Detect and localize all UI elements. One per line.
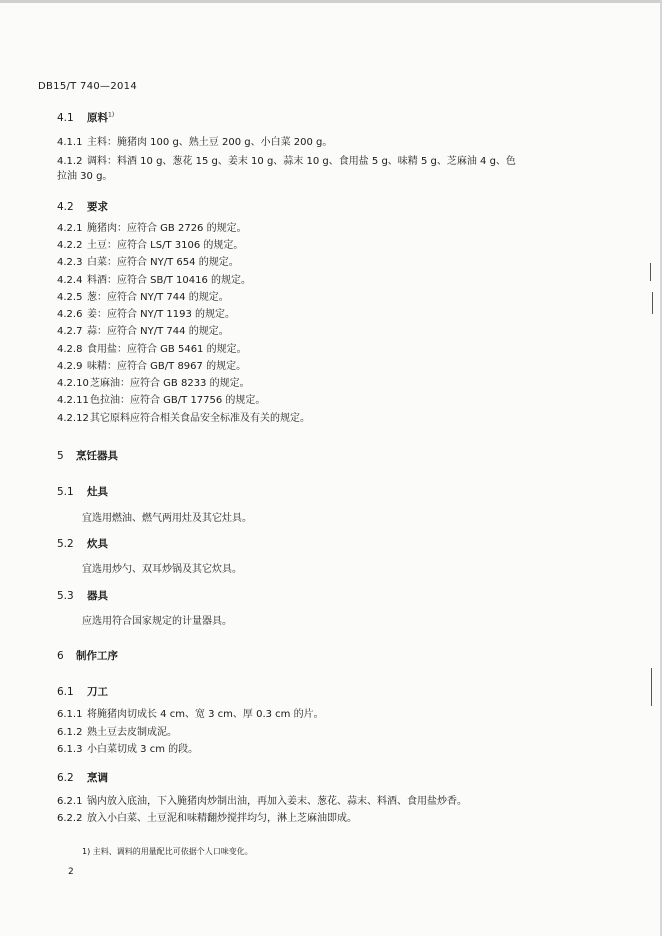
clause-number: 4.2.3 xyxy=(57,257,83,268)
requirement-item xyxy=(57,394,265,408)
clause-number: 6.1.2 xyxy=(57,727,83,738)
clause-text: 熟土豆去皮制成泥。 xyxy=(87,727,177,738)
section-title: 灶具 xyxy=(87,486,108,498)
clause-number: 4.2.6 xyxy=(57,309,83,320)
footnote: 1) 主料、调料的用量配比可依据个人口味变化。 xyxy=(82,847,253,856)
clause-text: 主料：腌猪肉 100 g、熟土豆 200 g、小白菜 200 g。 xyxy=(87,137,333,148)
requirement-item xyxy=(57,343,247,357)
section-number: 6.1 xyxy=(57,686,74,698)
page-number: 2 xyxy=(68,867,74,877)
clause-text: 腌猪肉：应符合 GB 2726 的规定。 xyxy=(87,223,247,234)
section-6-2-heading xyxy=(57,770,108,785)
margin-pencil-mark xyxy=(652,292,653,314)
clause-text: 调料：料酒 10 g、葱花 15 g、姜末 10 g、蒜末 10 g、食用盐 5 g、味精 5 g、芝麻油 4 g、色 xyxy=(87,156,516,167)
requirement-item xyxy=(57,256,239,270)
section-number: 5.3 xyxy=(57,590,74,602)
clause-text: 味精：应符合 GB/T 8967 的规定。 xyxy=(87,361,247,372)
clause-number: 6.2.1 xyxy=(57,796,83,807)
section-4-1-heading xyxy=(57,110,114,125)
section-title: 炊具 xyxy=(87,538,108,550)
section-number: 5.1 xyxy=(57,486,74,498)
clause-number: 6.2.2 xyxy=(57,813,83,824)
section-title: 器具 xyxy=(87,590,108,602)
clause-text: 白菜：应符合 NY/T 654 的规定。 xyxy=(87,257,239,268)
clause-number: 4.1.2 xyxy=(57,156,83,167)
requirement-item xyxy=(57,222,247,236)
clause-number: 4.2.9 xyxy=(57,361,83,372)
section-title: 原料 xyxy=(87,112,108,124)
section-5-3-text: 应选用符合国家规定的计量器具。 xyxy=(82,616,232,627)
requirement-item xyxy=(57,239,243,253)
section-number: 6.2 xyxy=(57,772,74,784)
clause-4-1-1 xyxy=(57,136,332,150)
clause-text: 小白菜切成 3 cm 的段。 xyxy=(87,744,199,755)
requirement-item xyxy=(57,412,310,426)
clause-text: 将腌猪肉切成长 4 cm、宽 3 cm、厚 0.3 cm 的片。 xyxy=(87,709,324,720)
section-4-2-heading xyxy=(57,199,108,214)
clause-number: 4.2.7 xyxy=(57,326,83,337)
clause-4-1-2-continuation: 拉油 30 g。 xyxy=(57,171,113,182)
section-number: 4.2 xyxy=(57,201,74,213)
clause-text: 葱：应符合 NY/T 744 的规定。 xyxy=(87,292,229,303)
clause-text: 食用盐：应符合 GB 5461 的规定。 xyxy=(87,344,247,355)
clause-number: 4.2.1 xyxy=(57,223,83,234)
section-5-2-heading xyxy=(57,536,108,551)
requirement-item xyxy=(57,325,229,339)
scan-edge-top xyxy=(0,0,662,3)
section-5-1-heading xyxy=(57,484,108,499)
requirement-item xyxy=(57,291,229,305)
clause-text: 色拉油：应符合 GB/T 17756 的规定。 xyxy=(90,395,266,406)
clause-number: 4.1.1 xyxy=(57,137,83,148)
clause-number: 4.2.8 xyxy=(57,344,83,355)
section-title: 烹饪器具 xyxy=(76,450,118,462)
clause-text: 其它原料应符合相关食品安全标准及有关的规定。 xyxy=(90,413,310,424)
section-title: 要求 xyxy=(87,201,108,213)
clause-number: 4.2.10 xyxy=(57,378,89,389)
margin-pencil-mark xyxy=(651,668,652,706)
clause-text: 锅内放入底油，下入腌猪肉炒制出油，再加入姜末、葱花、蒜末、料酒、食用盐炒香。 xyxy=(87,796,467,807)
document-id: DB15/T 740—2014 xyxy=(38,81,137,92)
section-6-1-heading xyxy=(57,684,108,699)
section-number: 5.2 xyxy=(57,538,74,550)
requirement-item xyxy=(57,308,235,322)
clause-text: 土豆：应符合 LS/T 3106 的规定。 xyxy=(87,240,244,251)
requirement-item xyxy=(57,360,246,374)
clause-6-1-3 xyxy=(57,743,198,757)
clause-number: 4.2.4 xyxy=(57,275,83,286)
margin-pencil-mark xyxy=(650,263,651,281)
section-6-heading xyxy=(57,648,118,663)
clause-text: 姜：应符合 NY/T 1193 的规定。 xyxy=(87,309,236,320)
clause-number: 4.2.11 xyxy=(57,395,89,406)
section-5-2-text: 宜选用炒勺、双耳炒锅及其它炊具。 xyxy=(82,564,242,575)
clause-6-2-1 xyxy=(57,795,467,809)
clause-text: 蒜：应符合 NY/T 744 的规定。 xyxy=(87,326,229,337)
clause-text: 芝麻油：应符合 GB 8233 的规定。 xyxy=(90,378,250,389)
clause-text: 放入小白菜、土豆泥和味精翻炒搅拌均匀，淋上芝麻油即成。 xyxy=(87,813,357,824)
clause-6-1-2 xyxy=(57,726,177,740)
requirement-item xyxy=(57,274,251,288)
section-5-1-text: 宜选用燃油、燃气两用灶及其它灶具。 xyxy=(82,513,252,524)
section-title: 刀工 xyxy=(87,686,108,698)
clause-text: 料酒：应符合 SB/T 10416 的规定。 xyxy=(87,275,252,286)
footnote-ref: 1) xyxy=(108,111,115,119)
section-5-heading xyxy=(57,448,118,463)
section-title: 制作工序 xyxy=(76,650,118,662)
clause-6-2-2 xyxy=(57,812,357,826)
section-number: 5 xyxy=(57,450,64,462)
section-title: 烹调 xyxy=(87,772,108,784)
clause-number: 6.1.1 xyxy=(57,709,83,720)
clause-number: 4.2.2 xyxy=(57,240,83,251)
section-number: 6 xyxy=(57,650,64,662)
clause-6-1-1 xyxy=(57,708,324,722)
section-5-3-heading xyxy=(57,588,108,603)
clause-4-1-2 xyxy=(57,155,516,169)
clause-number: 6.1.3 xyxy=(57,744,83,755)
section-number: 4.1 xyxy=(57,112,74,124)
requirement-item xyxy=(57,377,250,391)
clause-number: 4.2.12 xyxy=(57,413,89,424)
clause-number: 4.2.5 xyxy=(57,292,83,303)
